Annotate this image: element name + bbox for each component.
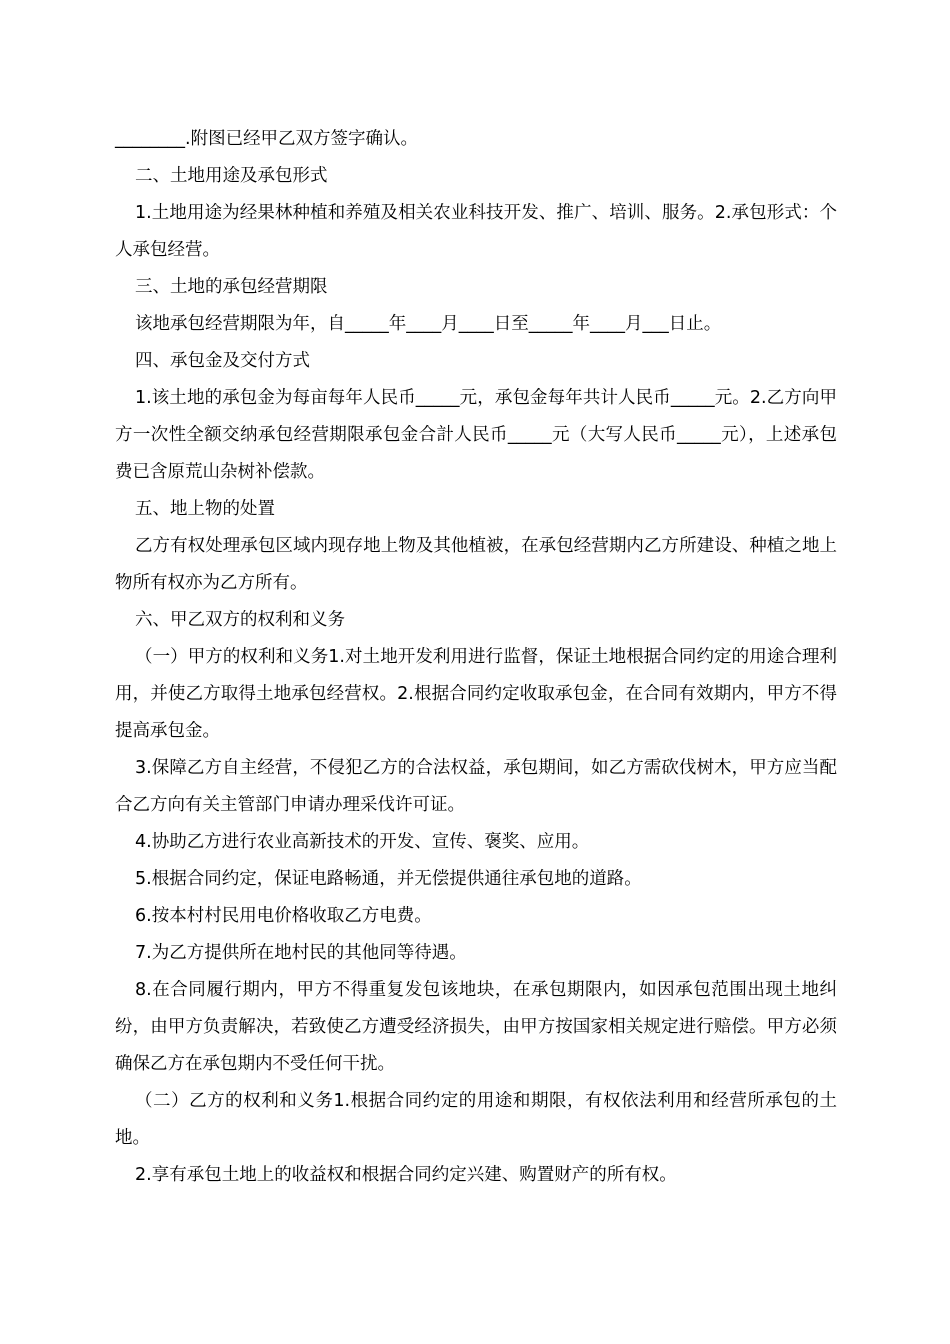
section-heading-land-use: 二、土地用途及承包形式 xyxy=(135,166,328,186)
paragraph-party-a-item-3: 3.保障乙方自主经营，不侵犯乙方的合法权益，承包期间，如乙方需砍伐树木，甲方应当配合乙方向有关主管部门申请办理采伐许可证。 xyxy=(115,758,837,815)
paragraph-land-use: 1.土地用途为经果林种植和养殖及相关农业科技开发、推广、培训、服务。2.承包形式：个人承包经营。 xyxy=(115,203,837,260)
section-heading-rights-duties: 六、甲乙双方的权利和义务 xyxy=(135,610,345,630)
paragraph-party-a-item-5: 5.根据合同约定，保证电路畅通，并无偿提供通往承包地的道路。 xyxy=(135,869,642,889)
paragraph-party-a-item-8: 8.在合同履行期内，甲方不得重复发包该地块，在承包期限内，如因承包范围出现土地纠纷，由甲方负责解决，若致使乙方遭受经济损失，由甲方按国家相关规定进行赔偿。甲方必须确保乙方在承包期内不受任何干扰。 xyxy=(115,980,837,1074)
paragraph-ground-objects: 乙方有权处理承包区域内现存地上物及其他植被，在承包经营期内乙方所建设、种植之地上物所有权亦为乙方所有。 xyxy=(115,536,837,593)
paragraph-attachment-confirm: ________.附图已经甲乙双方签字确认。 xyxy=(115,129,419,149)
paragraph-term: 该地承包经营期限为年，自_____年____月____日至_____年____月___日止。 xyxy=(135,314,722,334)
paragraph-party-a-item-4: 4.协助乙方进行农业高新技术的开发、宣传、褒奖、应用。 xyxy=(135,832,590,852)
section-heading-payment: 四、承包金及交付方式 xyxy=(135,351,310,371)
paragraph-party-b-item-2: 2.享有承包土地上的收益权和根据合同约定兴建、购置财产的所有权。 xyxy=(135,1165,677,1185)
paragraph-party-a-item-7: 7.为乙方提供所在地村民的其他同等待遇。 xyxy=(135,943,467,963)
paragraph-party-a-rights: （一）甲方的权利和义务1.对土地开发利用进行监督，保证土地根据合同约定的用途合理利用，并使乙方取得土地承包经营权。2.根据合同约定收取承包金，在合同有效期内，甲方不得提高承包金。 xyxy=(115,647,837,741)
document-body xyxy=(115,121,837,1194)
paragraph-payment: 1.该土地的承包金为每亩每年人民币_____元，承包金每年共计人民币_____元。2.乙方向甲方一次性全额交纳承包经营期限承包金合計人民币_____元（大写人民币_____元），上述承包费已含原荒山杂树补偿款。 xyxy=(115,388,837,482)
section-heading-term: 三、土地的承包经营期限 xyxy=(135,277,328,297)
section-heading-ground-objects: 五、地上物的处置 xyxy=(135,499,275,519)
paragraph-party-a-item-6: 6.按本村村民用电价格收取乙方电费。 xyxy=(135,906,432,926)
paragraph-party-b-rights: （二）乙方的权利和义务1.根据合同约定的用途和期限，有权依法利用和经营所承包的土地。 xyxy=(115,1091,837,1148)
